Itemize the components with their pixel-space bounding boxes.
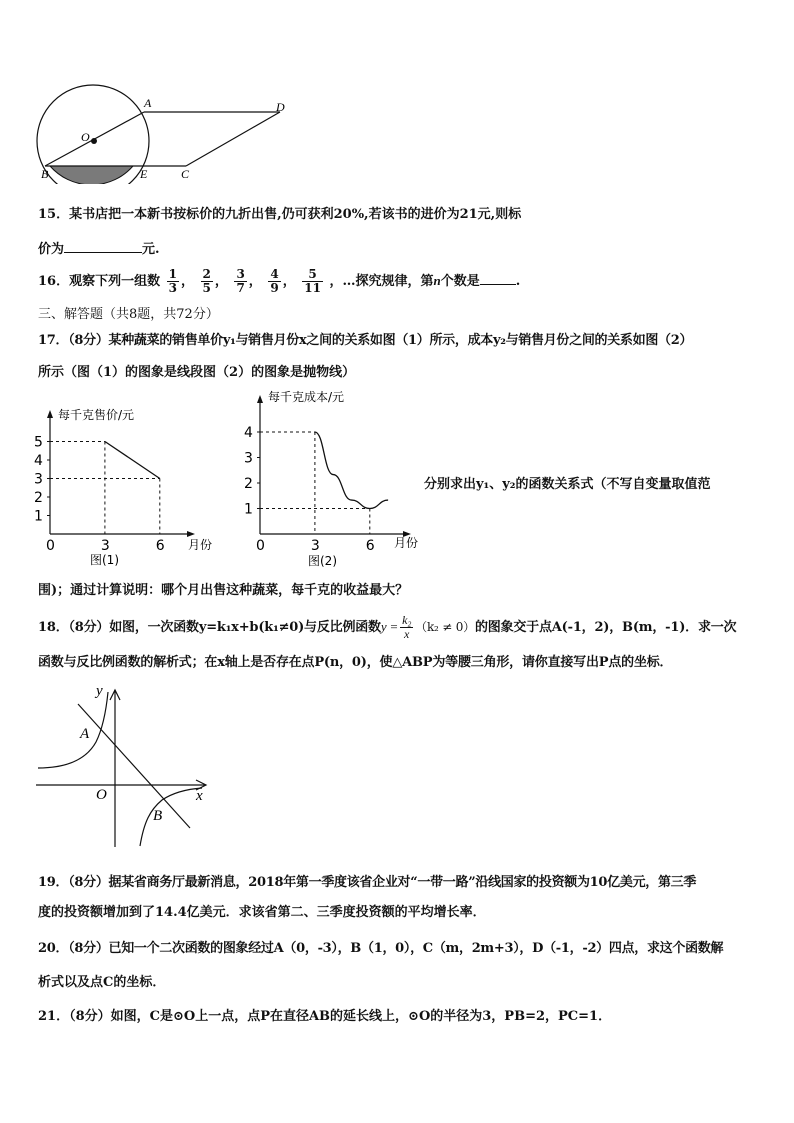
x-tick-label: 6	[155, 538, 165, 554]
q18-line1-a: 18．（8分）如图，一次函数y=k₁x+b(k₁≠0)与反比例函数	[38, 620, 381, 635]
label-e: E	[140, 167, 148, 181]
series-line	[315, 432, 388, 509]
x-tick-label: 3	[100, 538, 110, 554]
q15-prefix: 价为	[38, 242, 65, 257]
y-tick-label: 2	[34, 490, 43, 506]
q16-n: n	[433, 273, 441, 288]
y-tick-label: 1	[34, 508, 43, 525]
chart-1	[30, 402, 230, 572]
x-tick-label: 0	[256, 538, 265, 554]
q16-prefix: 16．观察下列一组数	[38, 274, 161, 289]
circle-parallelogram-figure	[36, 84, 296, 184]
q18-label-x: x	[196, 788, 203, 804]
q16-line: 16．观察下列一组数 $\frac{1}{3}$ ， $\frac{2}{5}$ ， $\frac{3}{7}$ ， $\frac{4}{9}$ ， $\frac{5}{11}$ ，…探究规律，第n个数是 .	[38, 267, 521, 295]
chart1-x-arrow	[187, 531, 195, 537]
q16-fraction-3: $\frac{3}{7}$	[236, 267, 245, 295]
q15-suffix: 元.	[142, 242, 160, 257]
q15-blank	[64, 238, 142, 253]
q16-suffix-a: 个数是	[440, 274, 480, 289]
y-tick-label: 5	[34, 434, 43, 451]
x-tick-label: 6	[365, 538, 375, 554]
q17-line1: 17．（8分）某种蔬菜的销售单价y₁与销售月份x之间的关系如图（1）所示，成本y₂与销售月份之间的关系如图（2）	[38, 333, 693, 348]
q16-fraction-2: $\frac{2}{5}$	[202, 267, 211, 295]
x-tick-label: 3	[310, 538, 320, 554]
q15-line2	[38, 238, 160, 259]
y-tick-label: 3	[34, 471, 43, 488]
q18-label-b: B	[153, 808, 163, 824]
q16-fraction-4: $\frac{4}{9}$	[270, 267, 279, 295]
q18-linear-function	[78, 704, 190, 828]
q19-line2: 度的投资额增加到了14.4亿美元．求该省第二、三季度投资额的平均增长率．	[38, 905, 486, 920]
section-3-heading: 三、解答题（共8题，共72分）	[38, 307, 219, 322]
q18-k2-over-x: $\frac{\text{k₂}}{x}$	[402, 613, 412, 641]
q17-line2: 所示（图（1）的图象是线段图（2）的图象是抛物线）	[38, 365, 356, 380]
center-dot	[91, 138, 97, 144]
q15-line1: 15．某书店把一本新书按标价的九折出售,仍可获利20%,若该书的进价为21元,则标	[38, 207, 522, 222]
q18-line2: 函数与反比例函数的解析式；在x轴上是否存在点P(n，0)，使△ABP为等腰三角形，请你直接写出P点的坐标．	[38, 655, 673, 670]
chart1-xlabel: 月份	[188, 538, 213, 552]
y-tick-label: 4	[244, 425, 253, 441]
y-tick-label: 3	[244, 450, 253, 467]
y-tick-label: 4	[34, 453, 43, 469]
q18-label-a: A	[80, 726, 90, 742]
series-line	[105, 442, 160, 479]
label-c: C	[181, 167, 190, 181]
q19-line1: 19．（8分）据某省商务厅最新消息，2018年第一季度该省企业对“一带一路”沿线国家的投资额为10亿美元，第三季	[38, 875, 697, 890]
q16-suffix-b: .	[515, 274, 521, 289]
y-tick-label: 1	[244, 501, 253, 518]
q16-middle: ，…探究规律，第	[329, 274, 434, 289]
q16-fraction-5: $\frac{5}{11}$	[304, 267, 321, 295]
q18-graph-figure	[36, 682, 216, 850]
chart1-ylabel: 每千克售价/元	[58, 408, 135, 422]
chart2-ylabel: 每千克成本/元	[268, 390, 345, 404]
chart1-caption: 图(1)	[90, 553, 119, 567]
q18-line1-b: 的图象交于点A(-1，2)，B(m，-1)．求一次	[474, 620, 737, 635]
x-tick-label: 0	[46, 538, 55, 554]
label-o: O	[81, 130, 90, 144]
q18-label-o: O	[96, 787, 107, 803]
q18-y-eq: y =	[380, 619, 399, 634]
chart2-caption: 图(2)	[308, 554, 337, 568]
q18-hyperbola-right	[140, 788, 202, 846]
chart2-y-arrow	[257, 395, 263, 403]
q17-line3: 围)；通过计算说明：哪个月出售这种蔬菜，每千克的收益最大？	[38, 583, 409, 598]
q17-right-text: 分别求出y₁、y₂的函数关系式（不写自变量取值范	[424, 477, 711, 492]
q18-line1	[38, 612, 736, 643]
q21-line1: 21．（8分）如图，C是⊙O上一点，点P在直径AB的延长线上，⊙O的半径为3，PB=2，PC=1．	[38, 1009, 612, 1024]
label-b: B	[41, 167, 49, 181]
q16-fraction-1: $\frac{1}{3}$	[168, 267, 177, 295]
chart2-xlabel: 月份	[394, 536, 419, 550]
q20-line1: 20．（8分）已知一个二次函数的图象经过A（0，-3），B（1，0），C（m，2m+3），D（-1，-2）四点，求这个函数解	[38, 941, 724, 956]
label-a: A	[144, 96, 152, 110]
q18-hyperbola-left	[38, 692, 108, 768]
q18-cond: （k₂ ≠ 0）	[415, 620, 475, 634]
q18-label-y: y	[96, 683, 103, 699]
q20-line2: 析式以及点C的坐标．	[38, 975, 166, 990]
segment-dc	[186, 112, 280, 166]
shaded-segment	[50, 166, 133, 184]
chart1-y-arrow	[47, 410, 53, 418]
label-d: D	[276, 100, 285, 114]
q16-blank	[480, 270, 516, 285]
chart-2	[238, 385, 438, 570]
y-tick-label: 2	[244, 476, 253, 492]
